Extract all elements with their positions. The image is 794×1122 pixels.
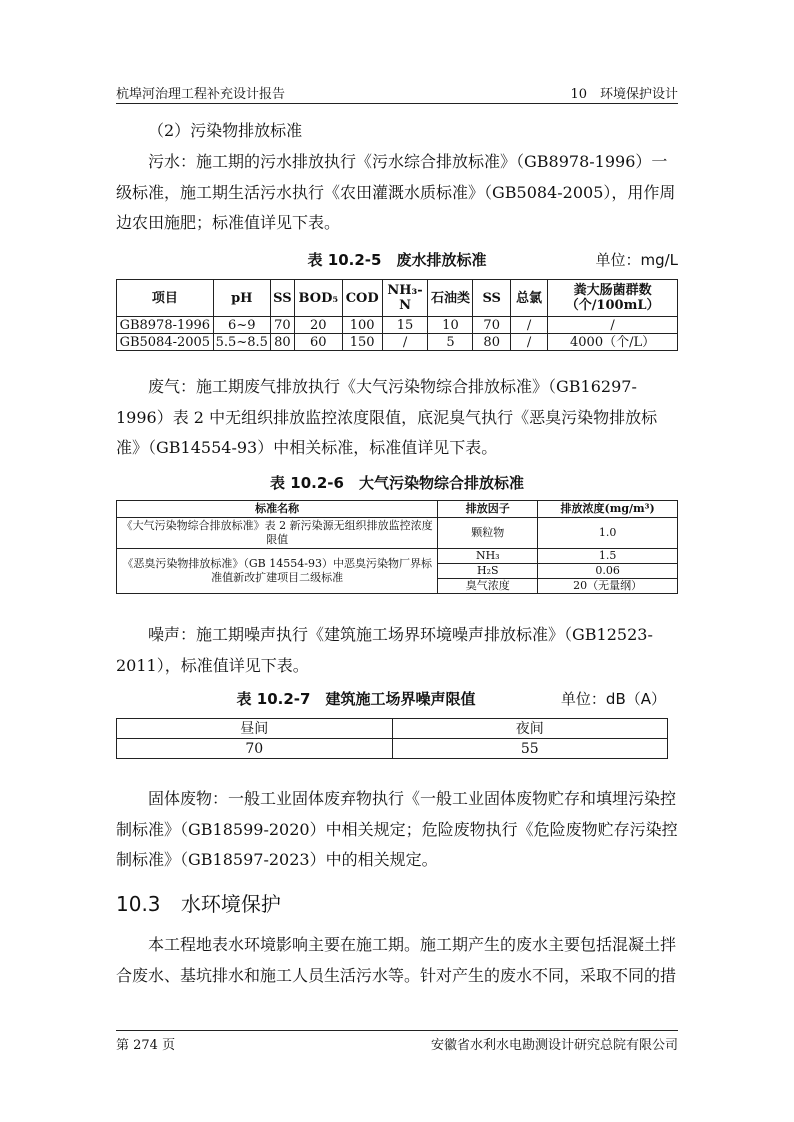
air-paragraph-block (116, 372, 678, 464)
table-cell: / (510, 317, 547, 334)
noise-paragraph: 噪声：施工期噪声执行《建筑施工场界环境噪声排放标准》（GB12523-2011），标准值详见下表。 (116, 625, 653, 675)
table3-unit: 单位：dB（A） (560, 690, 666, 708)
table-header-row (117, 719, 668, 739)
footer-organization: 安徽省水利水电勘测设计研究总院有限公司 (430, 1038, 678, 1053)
table-cell: H₂S (438, 564, 538, 579)
table1-unit: 单位：mg/L (595, 251, 678, 269)
th-nighttime: 夜间 (392, 719, 668, 739)
air-paragraph: 废气：施工期废气排放执行《大气污染物综合排放标准》（GB16297-1996）表 2 中无组织排放监控浓度限值，底泥臭气执行《恶臭污染物排放标准》（GB14554-93）中相关标准，标准值详见下表。 (116, 377, 658, 457)
table2-caption-row (116, 472, 678, 492)
table3-caption: 表 10.2-7 建筑施工场界噪声限值 (236, 690, 476, 708)
wastewater-standard-table (116, 279, 678, 351)
table2-caption: 表 10.2-6 大气污染物综合排放标准 (270, 474, 524, 492)
table-cell: 《恶臭污染物排放标准》（GB 14554-93）中恶臭污染物厂界标准值新改扩建项目二级标准 (117, 549, 438, 594)
table-cell: 《大气污染物综合排放标准》表 2 新污染源无组织排放监控浓度限值 (117, 518, 438, 549)
th-petroleum: 石油类 (428, 280, 473, 317)
sub-heading-block (116, 116, 678, 147)
th-bod5: BOD₅ (294, 280, 342, 317)
table1-caption: 表 10.2-5 废水排放标准 (307, 251, 487, 269)
table-row (117, 739, 668, 759)
header-report-title: 杭埠河治理工程补充设计报告 (116, 87, 286, 102)
th-emission-factor: 排放因子 (438, 501, 538, 518)
table-cell: 70 (473, 317, 510, 334)
table-cell: 5 (428, 334, 473, 351)
th-daytime: 昼间 (117, 719, 393, 739)
table-cell: 70 (117, 739, 393, 759)
solid-waste-paragraph: 固体废物：一般工业固体废弃物执行《一般工业固体废物贮存和填埋污染控制标准》（GB18599-2020）中相关规定；危险废物执行《危险废物贮存污染控制标准》（GB18597-2023）中的相关规定。 (116, 789, 678, 869)
table-cell: 100 (342, 317, 382, 334)
table-cell: 颗粒物 (438, 518, 538, 549)
table-cell: NH₃ (438, 549, 538, 564)
table-cell: 80 (270, 334, 294, 351)
table1-caption-row (116, 249, 678, 269)
th-ss: SS (270, 280, 294, 317)
page-footer (116, 1034, 678, 1053)
th-standard-name: 标准名称 (117, 501, 438, 518)
table-cell: 0.06 (538, 564, 678, 579)
table-cell: 1.0 (538, 518, 678, 549)
solid-waste-paragraph-block (116, 784, 678, 876)
table-cell: 15 (382, 317, 428, 334)
table-row (117, 334, 678, 351)
table-cell: 臭气浓度 (438, 579, 538, 594)
th-fecal-coliform: 粪大肠菌群数（个/100mL） (548, 280, 678, 317)
table-cell: 20（无量纲） (538, 579, 678, 594)
table-cell: GB8978-1996 (117, 317, 214, 334)
section-number: 10.3 (116, 892, 161, 916)
table-cell: 6~9 (213, 317, 270, 334)
table-cell: 1.5 (538, 549, 678, 564)
table-cell: 70 (270, 317, 294, 334)
table-cell: 20 (294, 317, 342, 334)
th-cod: COD (342, 280, 382, 317)
table-cell: 5.5~8.5 (213, 334, 270, 351)
table-cell: 55 (392, 739, 668, 759)
table-header-row (117, 501, 678, 518)
header-chapter: 10 环境保护设计 (570, 87, 678, 102)
table-cell: 60 (294, 334, 342, 351)
page-number: 第 274 页 (116, 1038, 176, 1053)
table-cell: / (382, 334, 428, 351)
th-total-chlorine: 总氯 (510, 280, 547, 317)
wastewater-paragraph-block (116, 147, 678, 239)
table-cell: / (548, 317, 678, 334)
wastewater-paragraph: 污水：施工期的污水排放执行《污水综合排放标准》（GB8978-1996）一级标准，施工期生活污水执行《农田灌溉水质标准》（GB5084-2005），用作周边农田施肥；标准值详见下表。 (116, 152, 676, 232)
table-row (117, 317, 678, 334)
sub-heading: （2）污染物排放标准 (148, 121, 303, 140)
table-row (117, 518, 678, 549)
table-cell: 150 (342, 334, 382, 351)
page-header (116, 82, 678, 102)
water-paragraph-block (116, 930, 678, 991)
water-paragraph: 本工程地表水环境影响主要在施工期。施工期产生的废水主要包括混凝土拌合废水、基坑排水和施工人员生活污水等。针对产生的废水不同，采取不同的措 (116, 935, 677, 985)
table-row (117, 549, 678, 564)
noise-paragraph-block (116, 620, 678, 681)
th-item: 项目 (117, 280, 214, 317)
th-ss-2: SS (473, 280, 510, 317)
table-cell: 80 (473, 334, 510, 351)
section-heading (116, 888, 295, 917)
air-standard-table (116, 500, 678, 594)
noise-limit-table (116, 718, 668, 759)
table-cell: GB5084-2005 (117, 334, 214, 351)
footer-rule (116, 1030, 678, 1031)
th-ph: pH (213, 280, 270, 317)
table-cell: / (510, 334, 547, 351)
table-cell: 4000（个/L） (548, 334, 678, 351)
header-rule (116, 103, 678, 104)
section-title: 水环境保护 (180, 892, 281, 916)
th-nh3n: NH₃-N (382, 280, 428, 317)
table-header-row (117, 280, 678, 317)
th-emission-concentration: 排放浓度(mg/m³) (538, 501, 678, 518)
table-cell: 10 (428, 317, 473, 334)
table3-caption-row (116, 688, 666, 708)
